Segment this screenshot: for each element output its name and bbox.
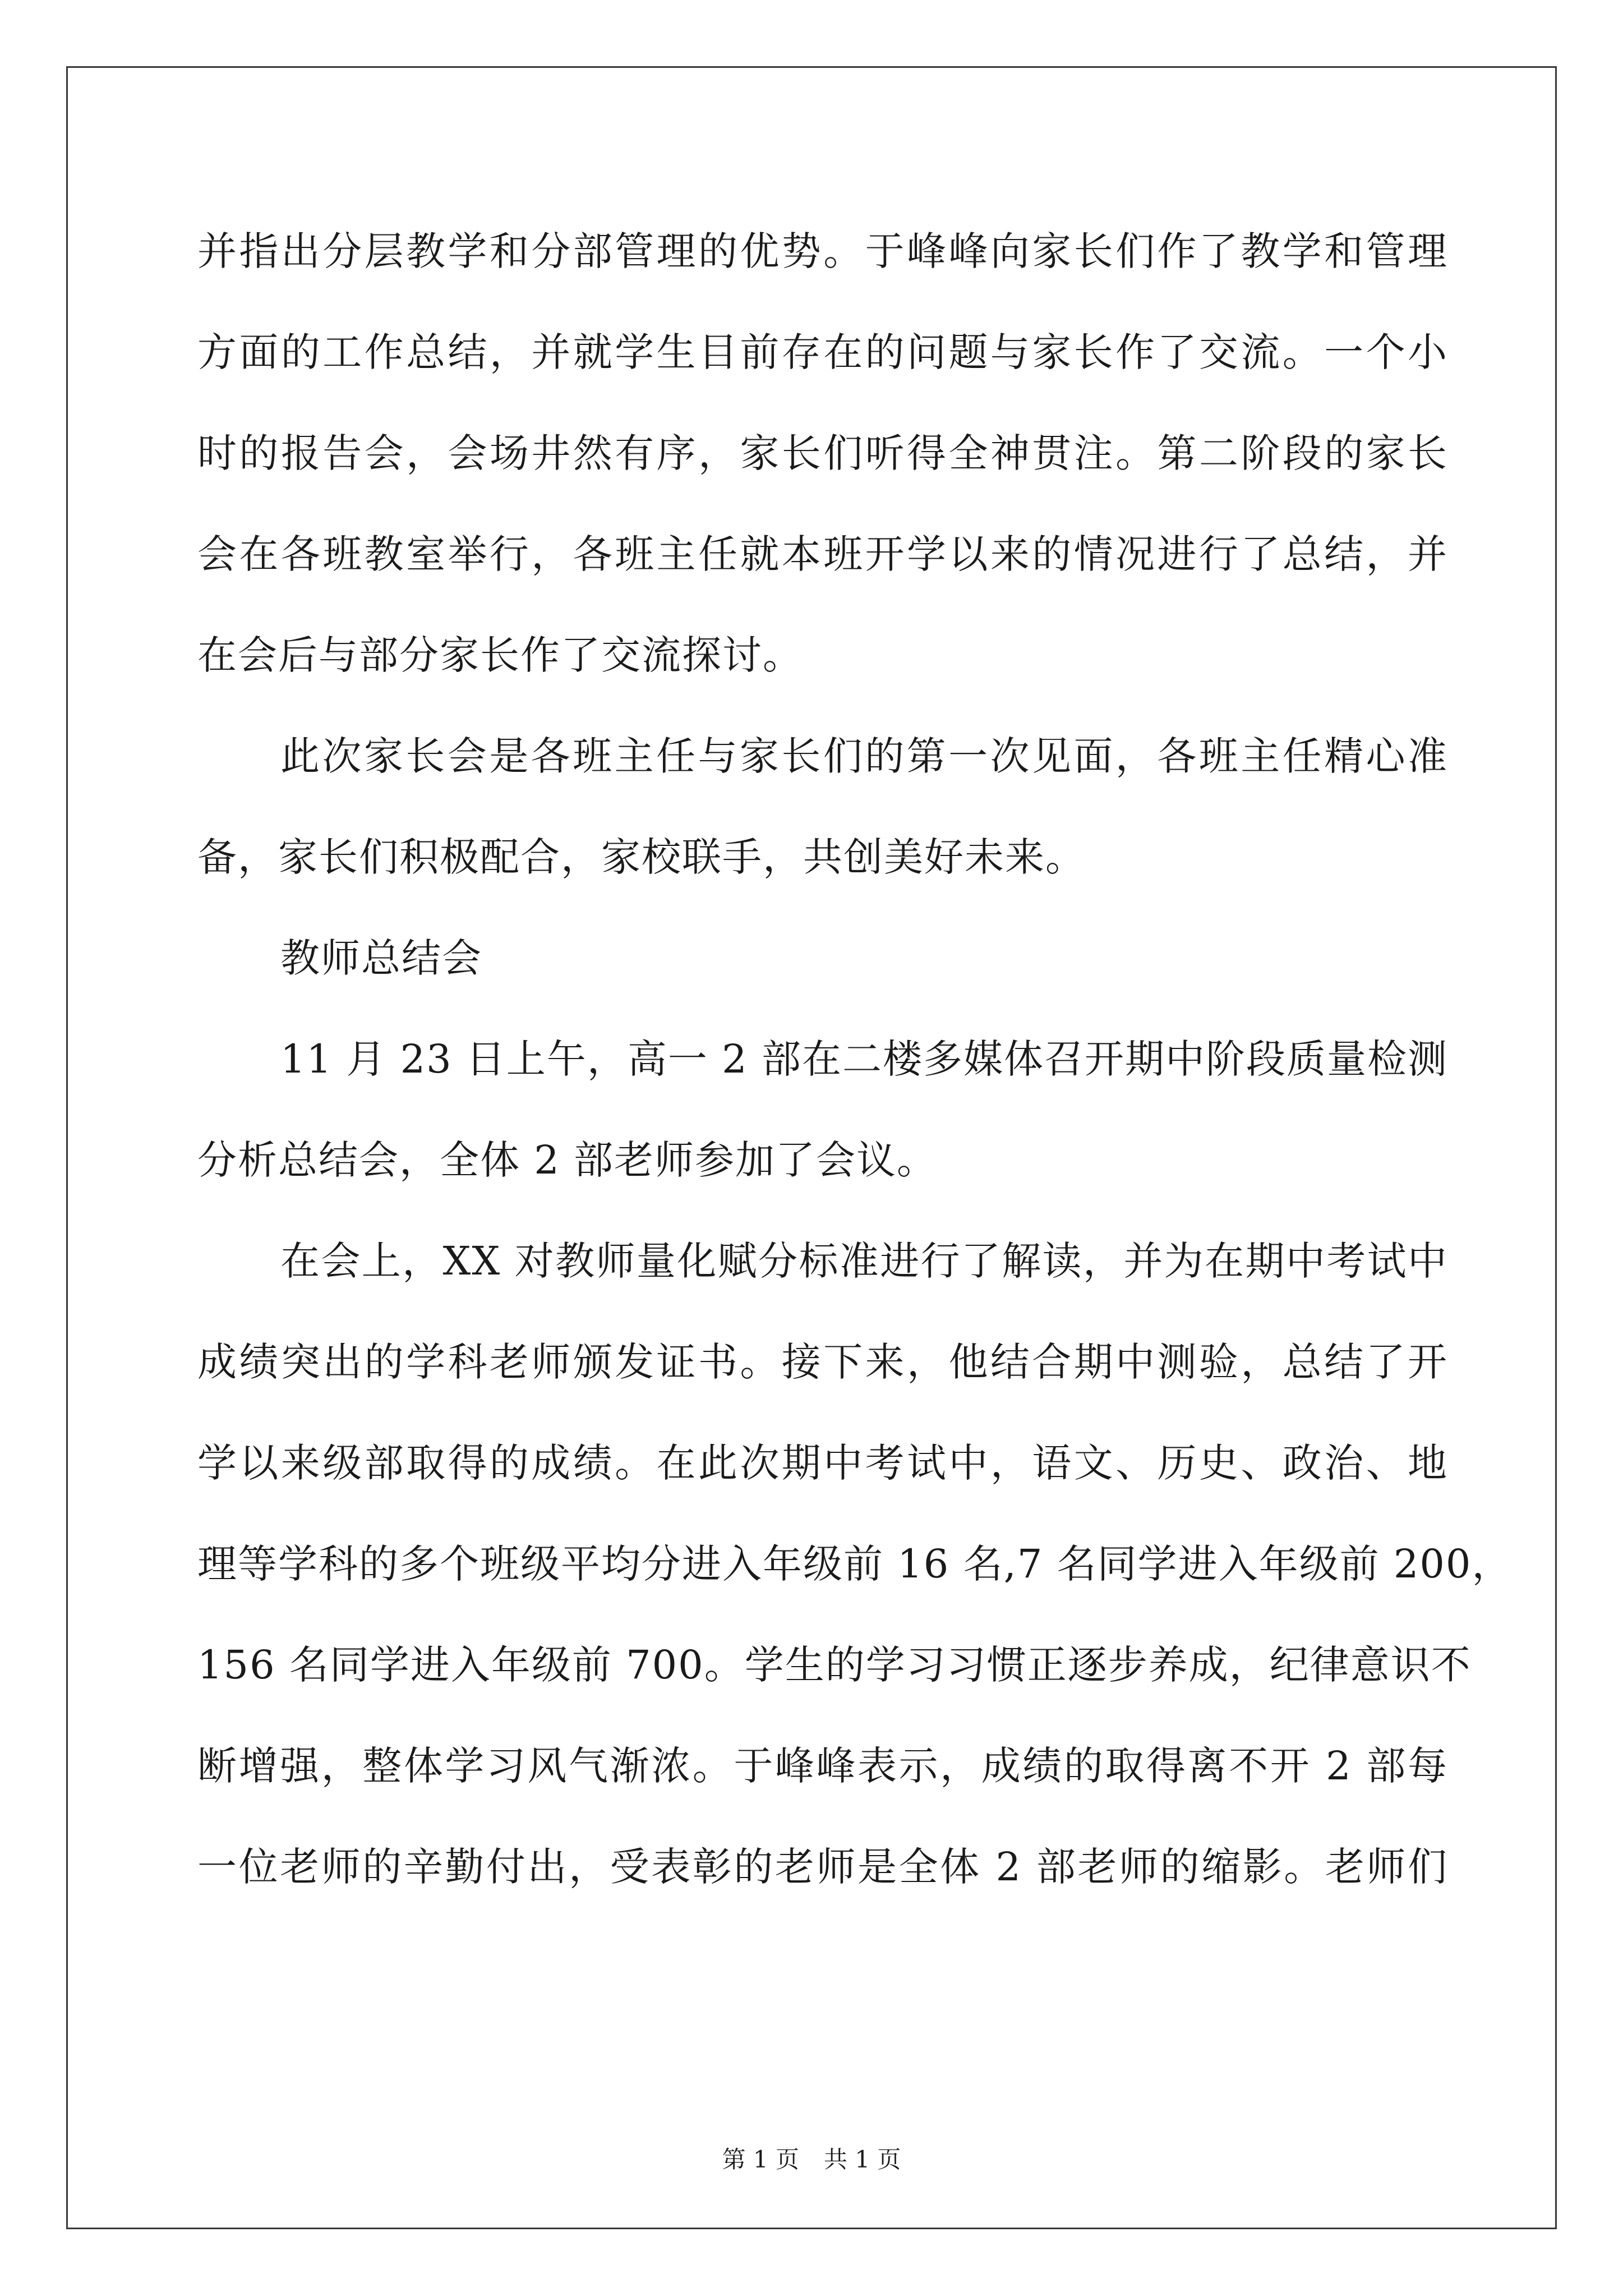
paragraph-line: 此次家长会是各班主任与家长们的第一次见面，各班主任精心准 <box>280 733 1448 779</box>
page-footer <box>0 2143 1623 2177</box>
paragraph-line: 一位老师的辛勤付出，受表彰的老师是全体 2 部老师的缩影。老师们 <box>197 1844 1448 1890</box>
page-total: 共 1 页 <box>824 2146 901 2173</box>
paragraph-line: 在会上，XX 对教师量化赋分标准进行了解读，并为在期中考试中 <box>280 1238 1448 1284</box>
paragraph-line: 理等学科的多个班级平均分进入年级前 16 名,7 名同学进入年级前 200， <box>197 1541 1513 1587</box>
paragraph-line: 方面的工作总结，并就学生目前存在的问题与家长作了交流。一个小 <box>197 329 1448 375</box>
paragraph-line: 会在各班教室举行，各班主任就本班开学以来的情况进行了总结，并 <box>197 531 1448 577</box>
paragraph-line: 分析总结会，全体 2 部老师参加了会议。 <box>197 1137 938 1183</box>
paragraph-line: 备，家长们积极配合，家校联手，共创美好未来。 <box>197 834 1086 880</box>
section-heading: 教师总结会 <box>280 935 482 981</box>
paragraph-line: 在会后与部分家长作了交流探讨。 <box>197 632 803 678</box>
paragraph-line: 成绩突出的学科老师颁发证书。接下来，他结合期中测验，总结了开 <box>197 1339 1448 1385</box>
paragraph-line: 断增强，整体学习风气渐浓。于峰峰表示，成绩的取得离不开 2 部每 <box>197 1743 1448 1789</box>
paragraph-line: 156 名同学进入年级前 700。学生的学习习惯正逐步养成，纪律意识不 <box>197 1642 1472 1688</box>
paragraph-line: 11 月 23 日上午，高一 2 部在二楼多媒体召开期中阶段质量检测 <box>280 1036 1448 1082</box>
paragraph-line: 学以来级部取得的成绩。在此次期中考试中，语文、历史、政治、地 <box>197 1440 1448 1486</box>
document-body <box>197 201 1513 1917</box>
page-number: 第 1 页 <box>722 2146 799 2173</box>
paragraph-line: 时的报告会，会场井然有序，家长们听得全神贯注。第二阶段的家长 <box>197 430 1448 476</box>
paragraph-line: 并指出分层教学和分部管理的优势。于峰峰向家长们作了教学和管理 <box>197 228 1448 274</box>
